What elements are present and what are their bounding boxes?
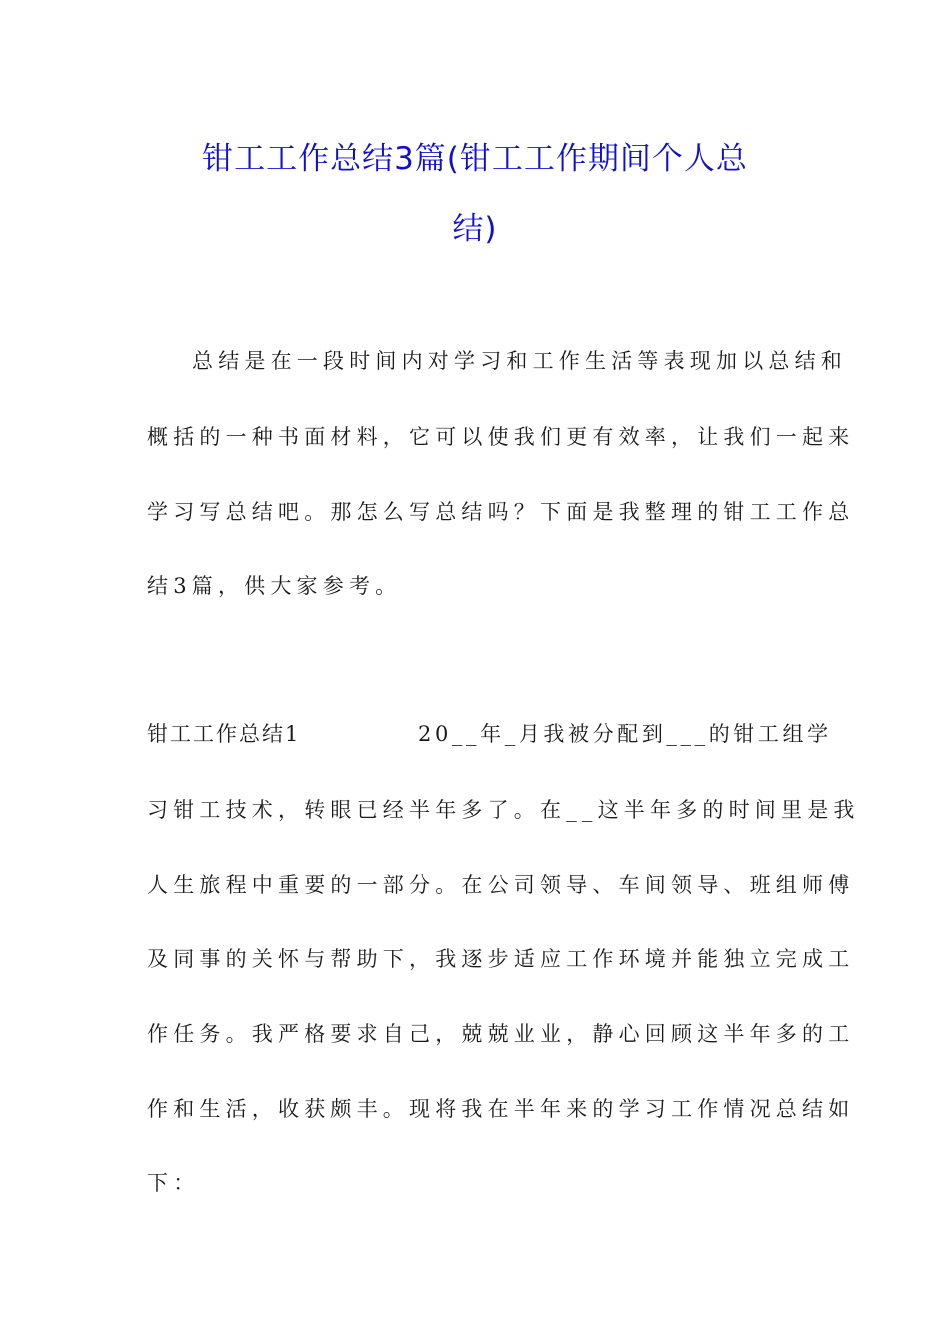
section-1-line-2: 习钳工技术，转眼已经半年多了。在__这半年多的时间里是我 bbox=[147, 798, 860, 822]
document-title-line-1: 钳工工作总结3篇(钳工工作期间个人总 bbox=[202, 141, 748, 177]
intro-line-1: 总结是在一段时间内对学习和工作生活等表现加以总结和 bbox=[192, 349, 847, 373]
section-1-line-4: 及同事的关怀与帮助下，我逐步适应工作环境并能独立完成工 bbox=[147, 947, 855, 971]
section-1-line-5: 作任务。我严格要求自己，兢兢业业，静心回顾这半年多的工 bbox=[147, 1022, 855, 1046]
section-1-heading: 钳工工作总结1 bbox=[147, 722, 301, 746]
section-1-line-6: 作和生活，收获颇丰。现将我在半年来的学习工作情况总结如 bbox=[147, 1097, 855, 1121]
document-title-line-2: 结) bbox=[452, 211, 498, 247]
intro-line-3: 学习写总结吧。那怎么写总结吗？下面是我整理的钳工工作总 bbox=[147, 500, 855, 524]
section-1-line-1: 20__年_月我被分配到___的钳工组学 bbox=[418, 722, 832, 746]
intro-line-4: 结3篇，供大家参考。 bbox=[147, 574, 402, 598]
section-1-line-3: 人生旅程中重要的一部分。在公司领导、车间领导、班组师傅 bbox=[147, 873, 855, 897]
section-1-line-7: 下： bbox=[147, 1171, 200, 1195]
intro-line-2: 概括的一种书面材料，它可以使我们更有效率，让我们一起来 bbox=[147, 425, 855, 449]
